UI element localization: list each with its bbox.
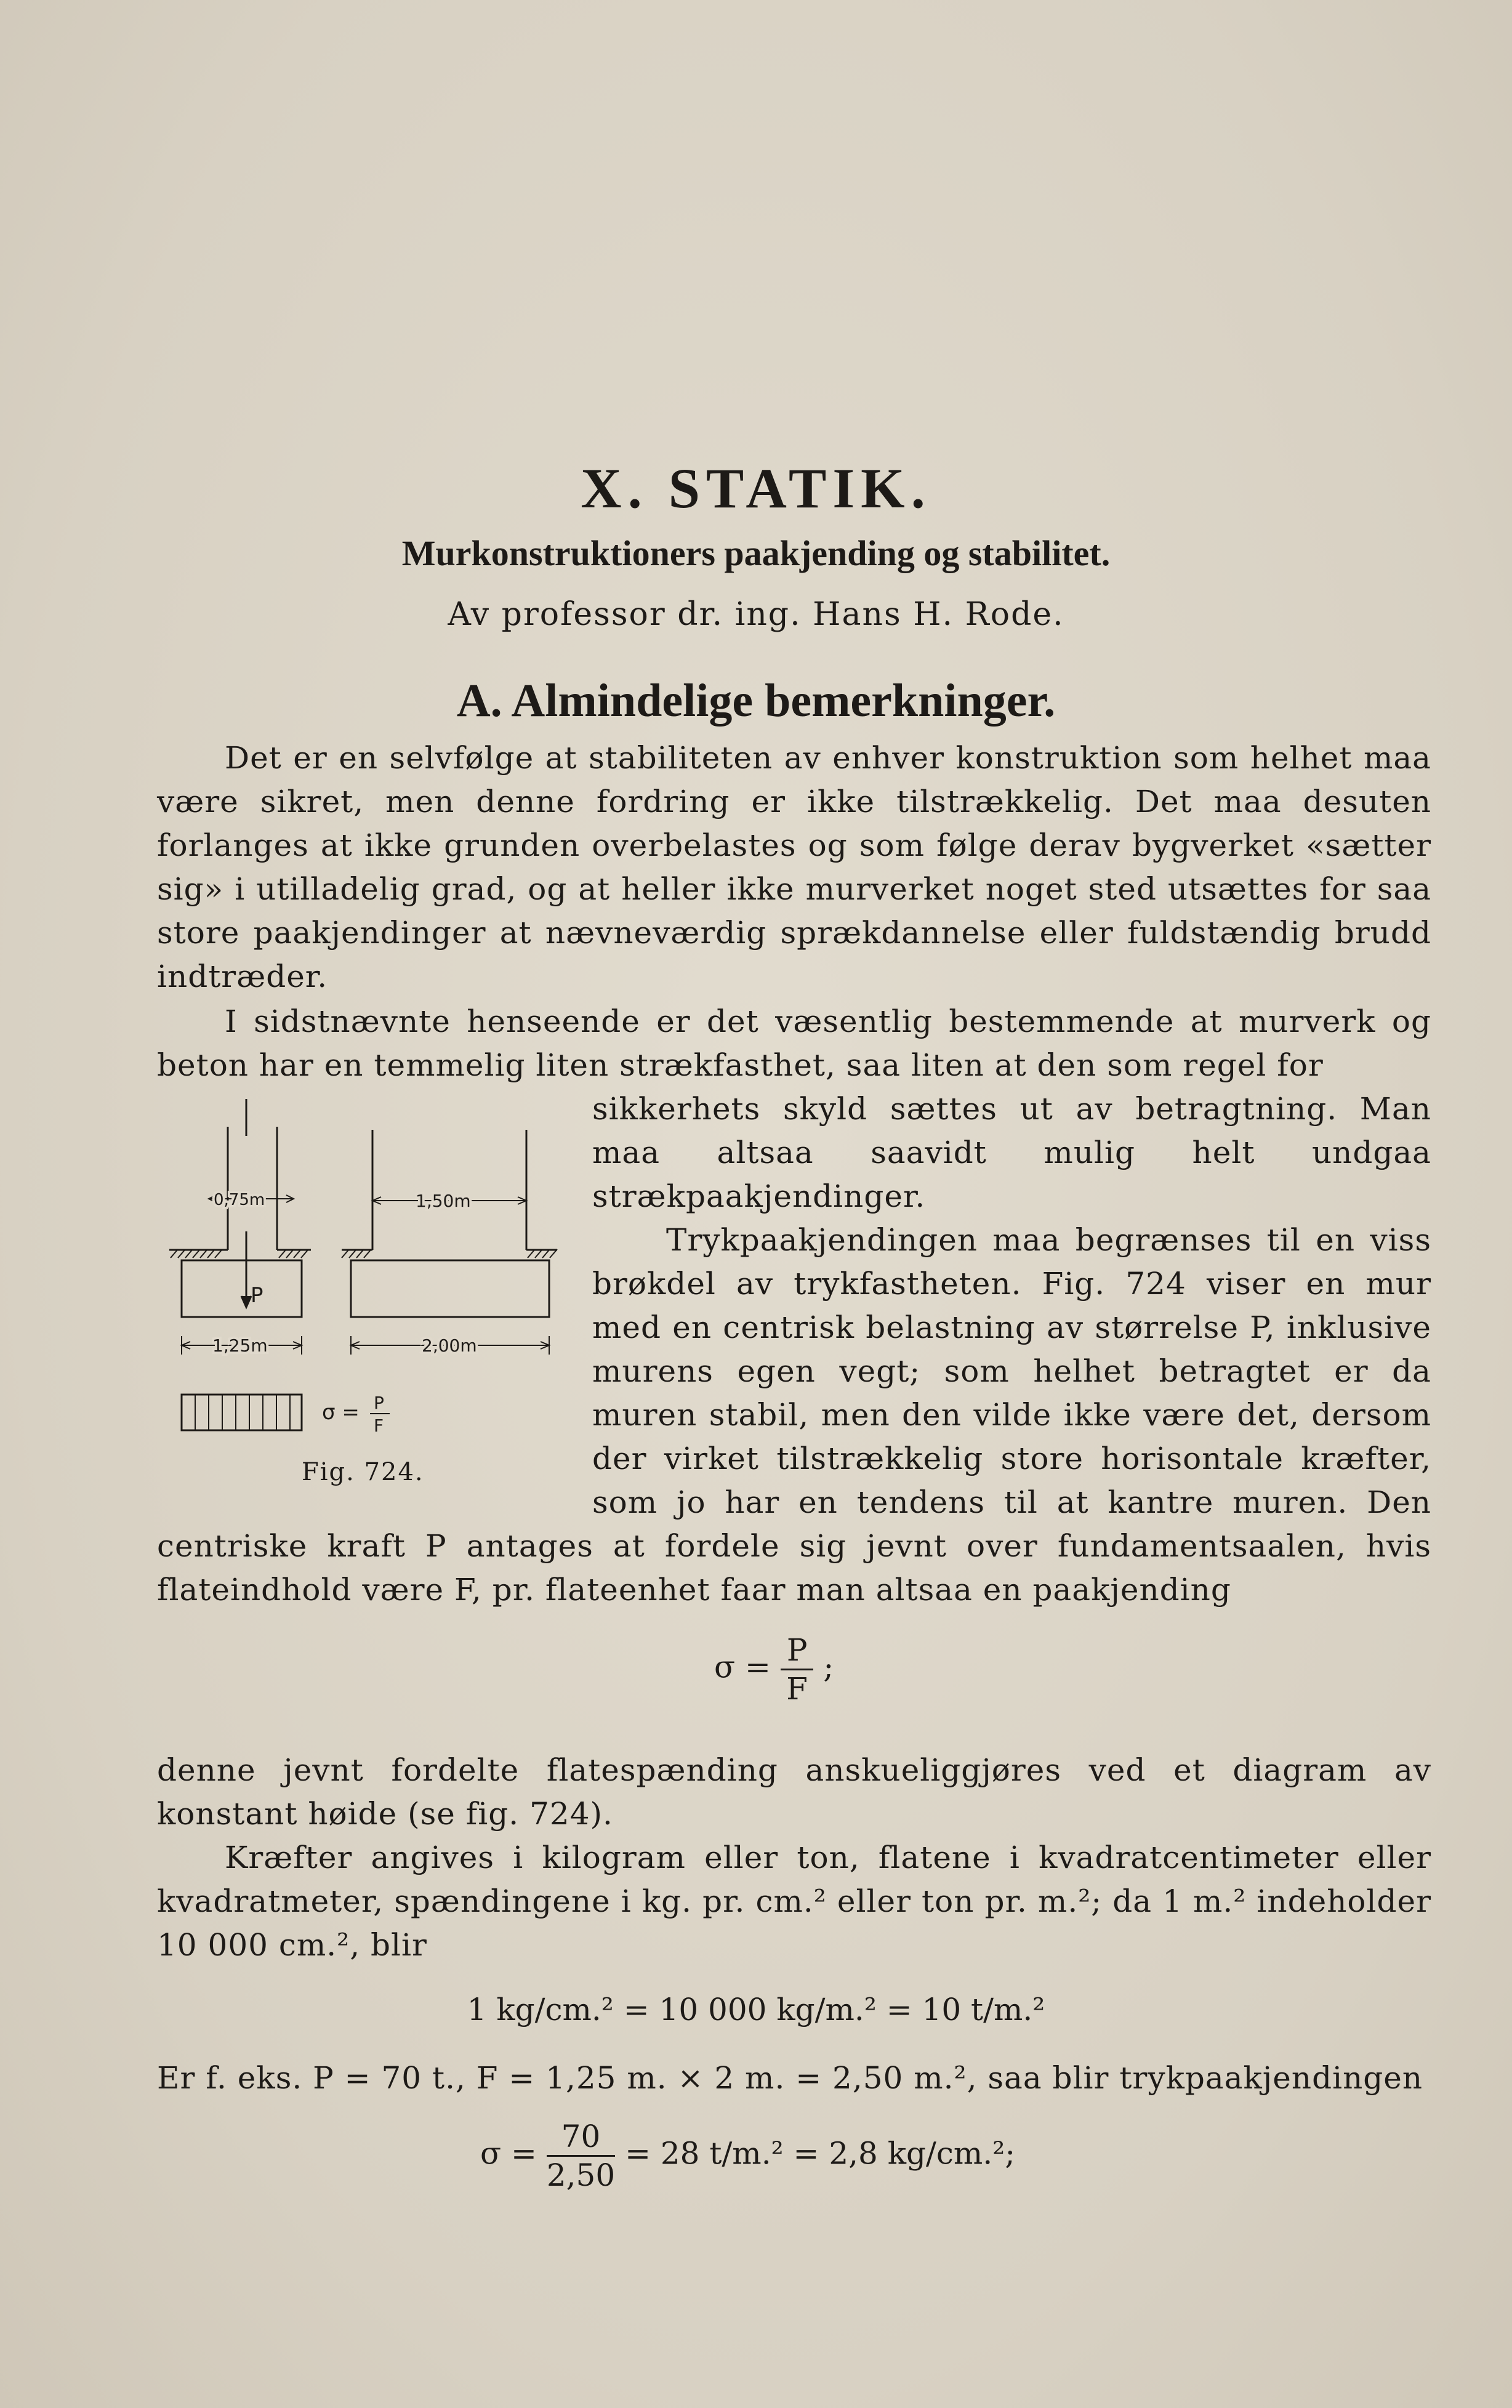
paragraph-1 xyxy=(157,736,1431,999)
eq3-tail: = 28 t/m.² = 2,8 kg/cm.²; xyxy=(625,2135,1016,2172)
eq3-fraction xyxy=(547,2118,615,2194)
equation-sigma-pf xyxy=(714,1632,834,1707)
paragraph-4: denne jevnt fordelte flatespænding anskueliggjøres ved et diagram av konstant høide (se fig. 724). xyxy=(157,1752,1431,1832)
paragraph-5-text: Kræfter angives i kilogram eller ton, flatene i kvadratcentimeter eller kvadratmeter, spændingene i kg. pr. cm.² eller ton pr. m.²; da 1 m.² indeholder 10 000 cm.², blir xyxy=(157,1840,1431,1963)
eq3-lhs: σ = xyxy=(480,2135,537,2172)
dim-wall-thickness: 0,75m xyxy=(214,1191,265,1209)
eq1-denominator: F xyxy=(786,1671,808,1707)
eq3-denominator: 2,50 xyxy=(546,2157,616,2193)
footing-elevation xyxy=(351,1260,549,1317)
sigma-formula-num: P xyxy=(374,1393,384,1413)
load-label: P xyxy=(251,1283,263,1308)
author-line: Av professor dr. ing. Hans H. Rode. xyxy=(448,596,1064,633)
load-arrow-head xyxy=(241,1296,251,1307)
chapter-title: X. STATIK. xyxy=(581,457,931,520)
paragraph-3-column-text: Trykpaakjendingen maa begrænses til en viss brøkdel av trykfastheten. Fig. 724 viser en mur med en centrisk belastning av størrelse P, inklusive murens egen vegt; som helhet betragtet er da muren stabil, men den vilde ikke være det, dersom der virket tilstrækkelig store horisontale kræfter, som jo har en tendens til at kantre muren. Den xyxy=(592,1222,1431,1520)
equation-unit-conversion: 1 kg/cm.² = 10 000 kg/m.² = 10 t/m.² xyxy=(467,1992,1045,2027)
sigma-formula-lhs: σ = xyxy=(322,1400,360,1425)
dim-footing-width: 1,25m xyxy=(212,1335,268,1356)
stress-diagram xyxy=(182,1395,302,1430)
figure-caption: Fig. 724. xyxy=(302,1458,424,1486)
dim-wall-length: 1,50m xyxy=(416,1191,471,1211)
paragraph-2-start xyxy=(157,1000,1431,1087)
eq1-fraction xyxy=(781,1632,814,1707)
paragraph-3-column xyxy=(592,1218,1431,1524)
section-heading: A. Almindelige bemerkninger. xyxy=(456,675,1056,727)
figure-724 xyxy=(157,1099,569,1493)
dim-footing-length: 2,00m xyxy=(422,1335,477,1356)
paragraph-2-text: I sidstnævnte henseende er det væsentlig bestemmende at murverk og beton har en temmelig liten strækfasthet, saa liten at den som regel for xyxy=(157,1004,1431,1083)
paragraph-5 xyxy=(157,1836,1431,1967)
eq3-numerator: 70 xyxy=(547,2118,615,2157)
eq1-numerator: P xyxy=(781,1632,814,1670)
chapter-subtitle: Murkonstruktioners paakjending og stabilitet. xyxy=(401,533,1111,573)
eq1-tail: ; xyxy=(823,1649,834,1685)
paragraph-3-end: centriske kraft P antages at fordele sig jevnt over fundamentsaalen, hvis flateindhold være F, pr. flateenhet faar man altsaa en paakjending xyxy=(157,1528,1431,1608)
paragraph-2-column: sikkerhets skyld sættes ut av betragtning. Man maa altsaa saavidt mulig helt undgaa strækpaakjendinger. xyxy=(592,1091,1431,1214)
paragraph-6: Er f. eks. P = 70 t., F = 1,25 m. × 2 m. = 2,50 m.², saa blir trykpaakjendingen xyxy=(157,2060,1423,2096)
eq1-lhs: σ = xyxy=(714,1649,771,1685)
sigma-formula-den: F xyxy=(374,1415,384,1436)
equation-stress-result xyxy=(480,2118,1015,2194)
paragraph-1-text: Det er en selvfølge at stabiliteten av enhver konstruktion som helhet maa være sikret, men denne fordring er ikke tilstrækkelig. Det maa desuten forlanges at ikke grunden overbelastes og som følge derav bygverket «sætter sig» i utilladelig grad, og at heller ikke murverket noget sted utsættes for saa store paakjendinger at nævneværdig sprækdannelse eller fuldstændig brudd indtræder. xyxy=(157,740,1431,994)
footing-section xyxy=(182,1260,302,1317)
